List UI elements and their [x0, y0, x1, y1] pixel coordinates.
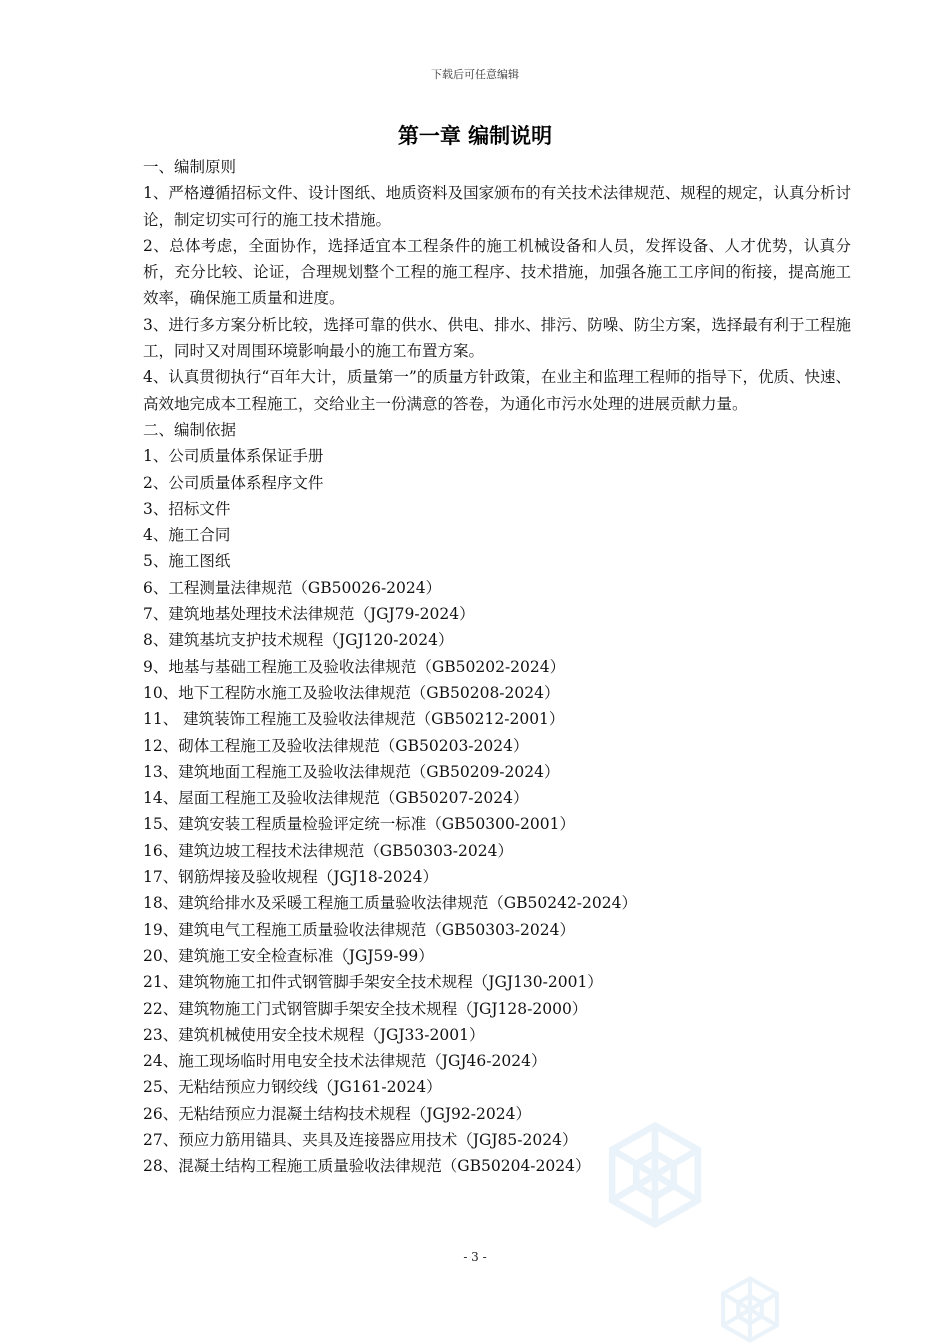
basis-list-item: 19、建筑电气工程施工质量验收法律规范（GB50303-2024）: [143, 920, 575, 939]
section-heading-basis: 二、编制依据: [143, 420, 237, 439]
principle-paragraph: 3、进行多方案分析比较，选择可靠的供水、供电、排水、排污、防噪、防尘方案，选择最有利于工程施工，同时又对周围环境影响最小的施工布置方案。: [143, 315, 851, 361]
basis-list-item: 15、建筑安装工程质量检验评定统一标准（GB50300-2001）: [143, 815, 575, 834]
basis-list-item: 20、建筑施工安全检查标准（JGJ59-99）: [143, 946, 434, 965]
basis-list-item: 22、建筑物施工门式钢管脚手架安全技术规程（JGJ128-2000）: [143, 999, 588, 1018]
principle-paragraph: 4、认真贯彻执行“百年大计，质量第一”的质量方针政策，在业主和监理工程师的指导下，优质、快速、高效地完成本工程施工，交给业主一份满意的答卷，为通化市污水处理的进展贡献力量。: [143, 368, 851, 413]
document-body: [143, 154, 851, 1180]
basis-list-item: 18、建筑给排水及采暖工程施工质量验收法律规范（GB50242-2024）: [143, 894, 637, 913]
basis-list-item: 8、建筑基坑支护技术规程（JGJ120-2024）: [143, 631, 454, 650]
page-number: - 3 -: [463, 1250, 487, 1264]
basis-list-item: 17、钢筋焊接及验收规程（JGJ18-2024）: [143, 868, 438, 887]
basis-list-item: 16、建筑边坡工程技术法律规范（GB50303-2024）: [143, 841, 513, 860]
basis-list-item: 26、无粘结预应力混凝土结构技术规程（JGJ92-2024）: [143, 1104, 531, 1123]
basis-list-item: 10、地下工程防水施工及验收法律规范（GB50208-2024）: [143, 683, 560, 702]
basis-list-item: 23、建筑机械使用安全技术规程（JGJ33-2001）: [143, 1025, 485, 1044]
basis-list-item: 3、招标文件: [143, 499, 231, 518]
section-heading-principles: 一、编制原则: [143, 158, 237, 176]
basis-list-item: 9、地基与基础工程施工及验收法律规范（GB50202-2024）: [143, 657, 566, 676]
basis-list-item: 27、预应力筋用锚具、夹具及连接器应用技术（JGJ85-2024）: [143, 1130, 578, 1149]
snowflake-watermark-icon: [715, 1275, 785, 1344]
basis-list-item: 5、施工图纸: [143, 552, 231, 571]
basis-list-item: 21、建筑物施工扣件式钢管脚手架安全技术规程（JGJ130-2001）: [143, 973, 603, 992]
header-note: 下载后可任意编辑: [431, 68, 519, 81]
basis-list-item: 14、屋面工程施工及验收法律规范（GB50207-2024）: [143, 789, 529, 808]
basis-list-item: 7、建筑地基处理技术法律规范（JGJ79-2024）: [143, 605, 475, 624]
basis-list-item: 6、工程测量法律规范（GB50026-2024）: [143, 578, 442, 597]
basis-list-item: 24、施工现场临时用电安全技术法律规范（JGJ46-2024）: [143, 1052, 547, 1071]
basis-list-item: 28、混凝土结构工程施工质量验收法律规范（GB50204-2024）: [143, 1157, 591, 1176]
basis-list-item: 4、施工合同: [143, 526, 231, 545]
basis-list-item: 12、砌体工程施工及验收法律规范（GB50203-2024）: [143, 736, 529, 755]
snowflake-watermark-icon: [600, 1120, 710, 1230]
principle-paragraph: 2、总体考虑，全面协作，选择适宜本工程条件的施工机械设备和人员，发挥设备、人才优势，认真分析，充分比较、论证，合理规划整个工程的施工程序、技术措施，加强各施工工序间的衔接，提高施工效率，确保施工质量和进度。: [143, 236, 851, 308]
basis-list-item: 1、公司质量体系保证手册: [143, 447, 324, 466]
basis-list-item: 13、建筑地面工程施工及验收法律规范（GB50209-2024）: [143, 762, 560, 781]
basis-list-item: 25、无粘结预应力钢绞线（JG161-2024）: [143, 1078, 442, 1097]
basis-list-item: 2、公司质量体系程序文件: [143, 473, 324, 492]
chapter-title: 第一章 编制说明: [397, 124, 553, 148]
principle-paragraph: 1、严格遵循招标文件、设计图纸、地质资料及国家颁布的有关技术法律规范、规程的规定，认真分析讨论，制定切实可行的施工技术措施。: [143, 184, 851, 229]
basis-list-item: 11、 建筑装饰工程施工及验收法律规范（GB50212-2001）: [143, 710, 565, 729]
